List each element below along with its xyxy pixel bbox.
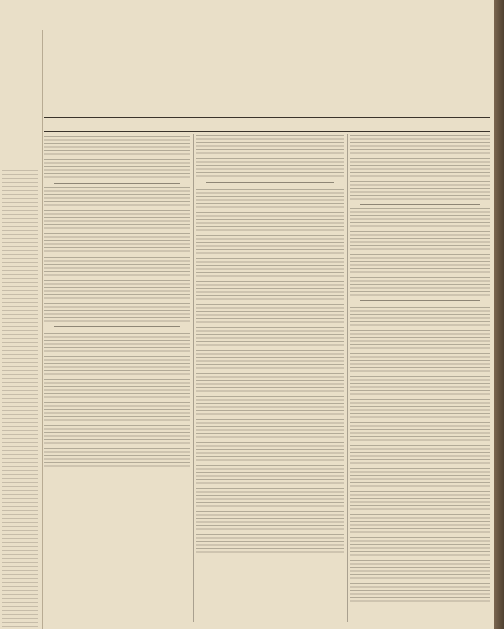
- text-block: [350, 231, 490, 251]
- text-block: [44, 257, 190, 277]
- separator: [206, 182, 334, 183]
- text-block: [350, 307, 490, 327]
- text-block: [196, 135, 344, 155]
- text-block: [350, 583, 490, 603]
- text-block: [196, 189, 344, 209]
- text-block: [44, 333, 190, 353]
- text-block: [350, 468, 490, 488]
- text-block: [44, 159, 190, 179]
- dateline: [44, 118, 490, 130]
- text-block: [44, 356, 190, 376]
- text-block: [350, 330, 490, 350]
- text-block: [44, 425, 190, 445]
- separator: [360, 204, 480, 205]
- text-block: [350, 353, 490, 373]
- text-block: [44, 187, 190, 207]
- text-block: [44, 448, 190, 468]
- text-block: [196, 534, 344, 554]
- column-3: [350, 134, 490, 624]
- text-block: [350, 560, 490, 580]
- text-block: [350, 537, 490, 557]
- text-block: [196, 396, 344, 416]
- text-block: [44, 303, 190, 323]
- text-block: [196, 212, 344, 232]
- text-block: [350, 445, 490, 465]
- text-block: [44, 379, 190, 399]
- text-block: [196, 258, 344, 278]
- separator: [360, 300, 480, 301]
- left-edge-column: [0, 30, 43, 629]
- text-block: [196, 235, 344, 255]
- text-block: [196, 158, 344, 178]
- text-block: [196, 350, 344, 370]
- text-block: [196, 511, 344, 531]
- text-block: [44, 210, 190, 230]
- separator: [54, 326, 180, 327]
- text-block: [196, 465, 344, 485]
- text-block: [44, 402, 190, 422]
- text-block: [350, 254, 490, 274]
- text-block: [350, 422, 490, 442]
- text-block: [350, 277, 490, 297]
- text-block: [44, 233, 190, 253]
- text-block: [196, 488, 344, 508]
- column-divider: [193, 134, 194, 622]
- text-block: [350, 514, 490, 534]
- text-block: [350, 491, 490, 511]
- text-block: [350, 399, 490, 419]
- text-block: [196, 304, 344, 324]
- column-2: [196, 134, 344, 624]
- text-block: [196, 373, 344, 393]
- ear-notice: [412, 32, 490, 82]
- text-block: [196, 442, 344, 462]
- text-block: [350, 376, 490, 396]
- text-block: [350, 208, 490, 228]
- column-divider: [347, 134, 348, 622]
- text-block: [196, 419, 344, 439]
- text-block: [350, 135, 490, 155]
- left-edge-text-block: [2, 170, 38, 629]
- column-1: [44, 134, 190, 624]
- text-block: [44, 280, 190, 300]
- text-block: [196, 327, 344, 347]
- text-block: [44, 136, 190, 156]
- book-binding: [494, 0, 504, 629]
- text-block: [350, 158, 490, 178]
- text-block: [350, 181, 490, 201]
- dateline-rule: [44, 131, 490, 132]
- separator: [54, 183, 180, 184]
- text-block: [196, 281, 344, 301]
- masthead: [44, 30, 490, 118]
